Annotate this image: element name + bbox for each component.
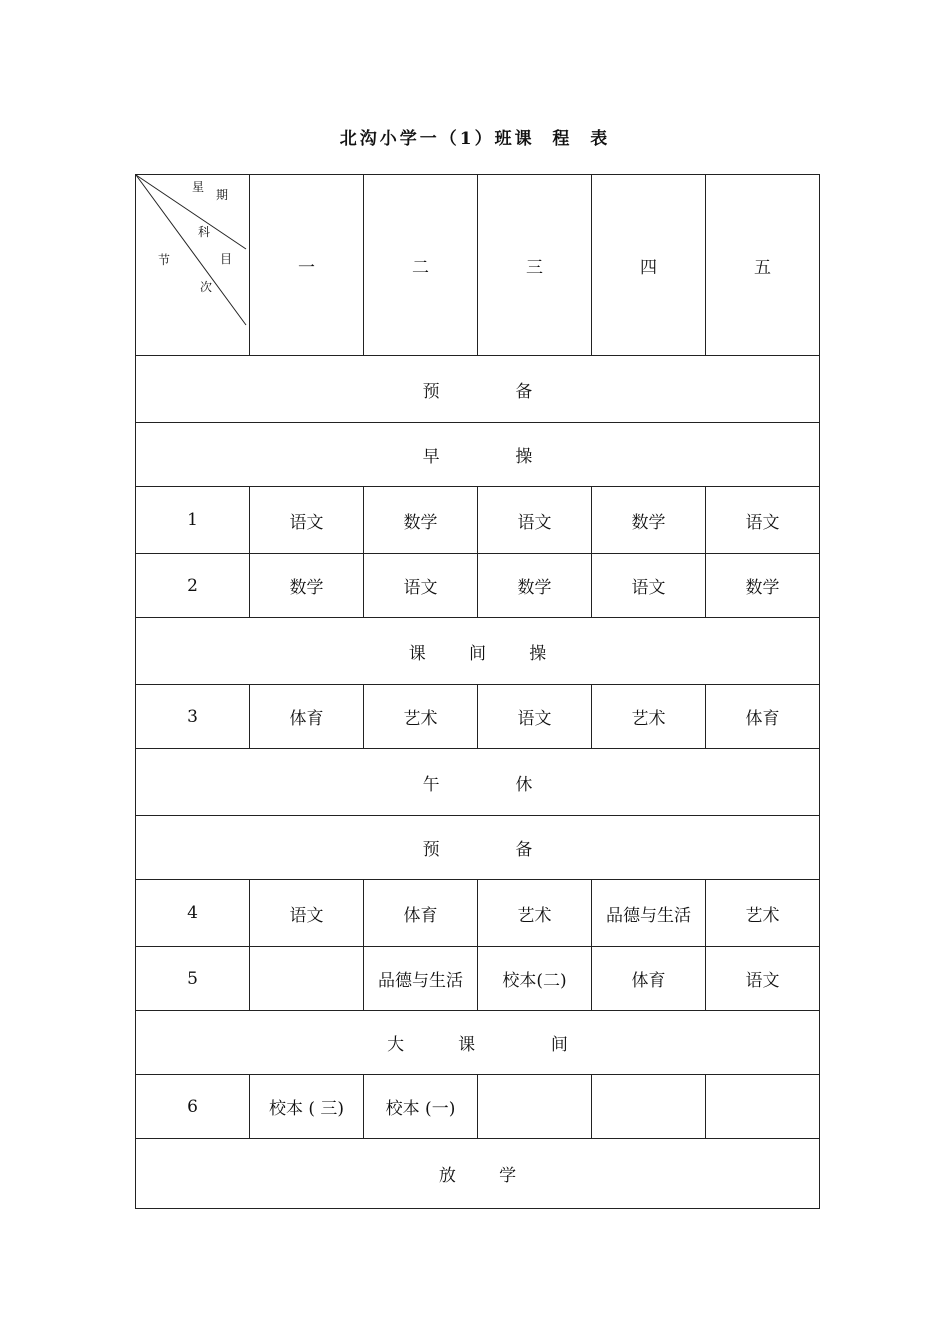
course-cell: 体育 (592, 947, 706, 1011)
period-row (136, 487, 820, 554)
period-number: 2 (136, 554, 250, 618)
period-row (136, 947, 820, 1011)
course-cell: 语文 (706, 947, 820, 1011)
corner-label-ke: 科 (198, 225, 211, 239)
period-number: 5 (136, 947, 250, 1011)
day-header: 三 (478, 175, 592, 356)
period-number: 6 (136, 1075, 250, 1139)
span-row (136, 356, 820, 423)
course-cell: 品德与生活 (364, 947, 478, 1011)
span-cell: 早 操 (136, 423, 820, 487)
course-cell: 体育 (250, 685, 364, 749)
corner-label-mu: 目 (220, 252, 233, 266)
course-cell: 数学 (250, 554, 364, 618)
header-row (136, 175, 820, 356)
course-cell: 体育 (364, 880, 478, 947)
course-cell: 语文 (478, 685, 592, 749)
period-number: 4 (136, 880, 250, 947)
span-cell: 预 备 (136, 816, 820, 880)
corner-cell (136, 175, 250, 356)
span-cell: 大 课 间 (136, 1011, 820, 1075)
course-cell: 语文 (592, 554, 706, 618)
day-header: 四 (592, 175, 706, 356)
span-cell: 课 间 操 (136, 618, 820, 685)
span-row (136, 423, 820, 487)
corner-label-jie: 节 (158, 253, 171, 267)
schedule-table (135, 174, 820, 1209)
page-title: 北沟小学一（1）班课 程 表 (339, 129, 611, 149)
day-header: 二 (364, 175, 478, 356)
course-cell (592, 1075, 706, 1139)
period-number: 3 (136, 685, 250, 749)
course-cell: 数学 (364, 487, 478, 554)
span-row (136, 1139, 820, 1209)
course-cell (250, 947, 364, 1011)
corner-label-ci: 次 (200, 280, 213, 294)
span-row (136, 749, 820, 816)
course-cell: 校本(二) (478, 947, 592, 1011)
course-cell: 品德与生活 (592, 880, 706, 947)
period-row (136, 1075, 820, 1139)
span-row (136, 618, 820, 685)
course-cell (478, 1075, 592, 1139)
course-cell: 艺术 (592, 685, 706, 749)
span-cell: 午 休 (136, 749, 820, 816)
span-cell: 预 备 (136, 356, 820, 423)
course-cell: 数学 (478, 554, 592, 618)
course-cell: 艺术 (706, 880, 820, 947)
course-cell: 语文 (478, 487, 592, 554)
course-cell: 语文 (706, 487, 820, 554)
course-cell: 数学 (592, 487, 706, 554)
span-cell: 放 学 (136, 1139, 820, 1209)
course-cell: 语文 (364, 554, 478, 618)
course-cell: 数学 (706, 554, 820, 618)
day-header: 五 (706, 175, 820, 356)
course-cell: 校本 ( 三) (250, 1075, 364, 1139)
span-row (136, 1011, 820, 1075)
corner-label-qi: 期 (216, 188, 229, 202)
diagonal-lines (136, 175, 250, 310)
course-cell: 艺术 (478, 880, 592, 947)
day-header: 一 (250, 175, 364, 356)
period-row (136, 685, 820, 749)
course-cell (706, 1075, 820, 1139)
course-cell: 艺术 (364, 685, 478, 749)
course-cell: 语文 (250, 880, 364, 947)
period-row (136, 554, 820, 618)
course-cell: 语文 (250, 487, 364, 554)
course-cell: 校本 (一) (364, 1075, 478, 1139)
corner-label-xing: 星 (192, 180, 205, 194)
period-row (136, 880, 820, 947)
span-row (136, 816, 820, 880)
course-cell: 体育 (706, 685, 820, 749)
period-number: 1 (136, 487, 250, 554)
